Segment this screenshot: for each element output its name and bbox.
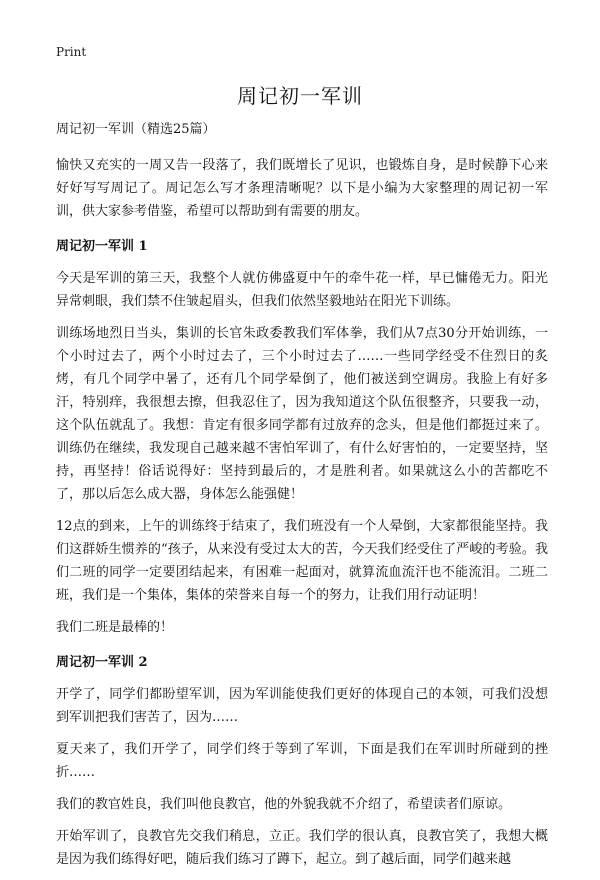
section-paragraph: 我们的教官姓良，我们叫他良教官，他的外貌我就不介绍了，希望读者们原谅。 bbox=[56, 797, 512, 812]
section-paragraph: 训练场地烈日当头，集训的长官朱政委教我们军体拳，我们从7点30分开始训练，一个小时过去了，两个小时过去了，三个小时过去了……一些同学经受不住烈日的炙烤，有几个同学中暑了，还有几个同学晕倒了，他们被送到空调房。我脸上有好多汗，特别痒，我很想去擦，但我忍住了，因为我知道这个队伍很整齐，只要我一动，这个队伍就乱了。我想：肯定有很多同学都有过放弃的念头，但是他们都挺过来了。训练仍在继续，我发现自己越来越不害怕军训了，有什么好害怕的，一定要坚持，坚持，再坚持！俗话说得好：坚持到最后的，才是胜利者。如果就这么小的苦都吃不了，那以后怎么成大器，身体怎么能强健！ bbox=[56, 326, 548, 502]
section-paragraph: 今天是军训的第三天，我整个人就仿佛盛夏中午的牵牛花一样，早已慵倦无力。阳光异常刺眼，我们禁不住皱起眉头，但我们依然坚毅地站在阳光下训练。 bbox=[56, 271, 548, 309]
section-paragraph: 夏天来了，我们开学了，同学们终于等到了军训，下面是我们在军训时所碰到的挫折…… bbox=[56, 742, 548, 780]
section-heading: 周记初一军训 2 bbox=[56, 655, 148, 670]
section-paragraph: 12点的到来，上午的训练终于结束了，我们班没有一个人晕倒，大家都很能坚持。我们这群娇生惯养的“孩子，从来没有受过太大的苦，今天我们经受住了严峻的考验。我们二班的同学一定要团结起来，有困难一起面对，就算流血流汗也不能流泪。二班二班，我们是一个集体，集体的荣誉来自每一个的努力，让我们用行动证明！ bbox=[56, 519, 548, 603]
section-paragraph: 我们二班是最棒的！ bbox=[56, 620, 174, 635]
document-subtitle: 周记初一军训（精选25篇） bbox=[56, 122, 216, 137]
document-title: 周记初一军训 bbox=[237, 84, 363, 108]
intro-paragraph: 愉快又充实的一周又告一段落了，我们既增长了见识，也锻炼自身，是时候静下心来好好写写周记了。周记怎么写才条理清晰呢？以下是小编为大家整理的周记初一军训，供大家参考借鉴，希望可以帮助到有需要的朋友。 bbox=[56, 158, 548, 219]
section-paragraph: 开学了，同学们都盼望军训，因为军训能使我们更好的体现自己的本领，可我们没想到军训把我们害苦了，因为…… bbox=[56, 687, 548, 725]
section-paragraph: 开始军训了，良教官先交我们稍息，立正。我们学的很认真，良教官笑了，我想大概是因为我们练得好吧，随后我们练习了蹲下，起立。到了越后面，同学们越来越 bbox=[56, 829, 548, 867]
print-label: Print bbox=[56, 45, 87, 59]
section-heading: 周记初一军训 1 bbox=[56, 239, 148, 254]
document-body bbox=[56, 118, 548, 880]
